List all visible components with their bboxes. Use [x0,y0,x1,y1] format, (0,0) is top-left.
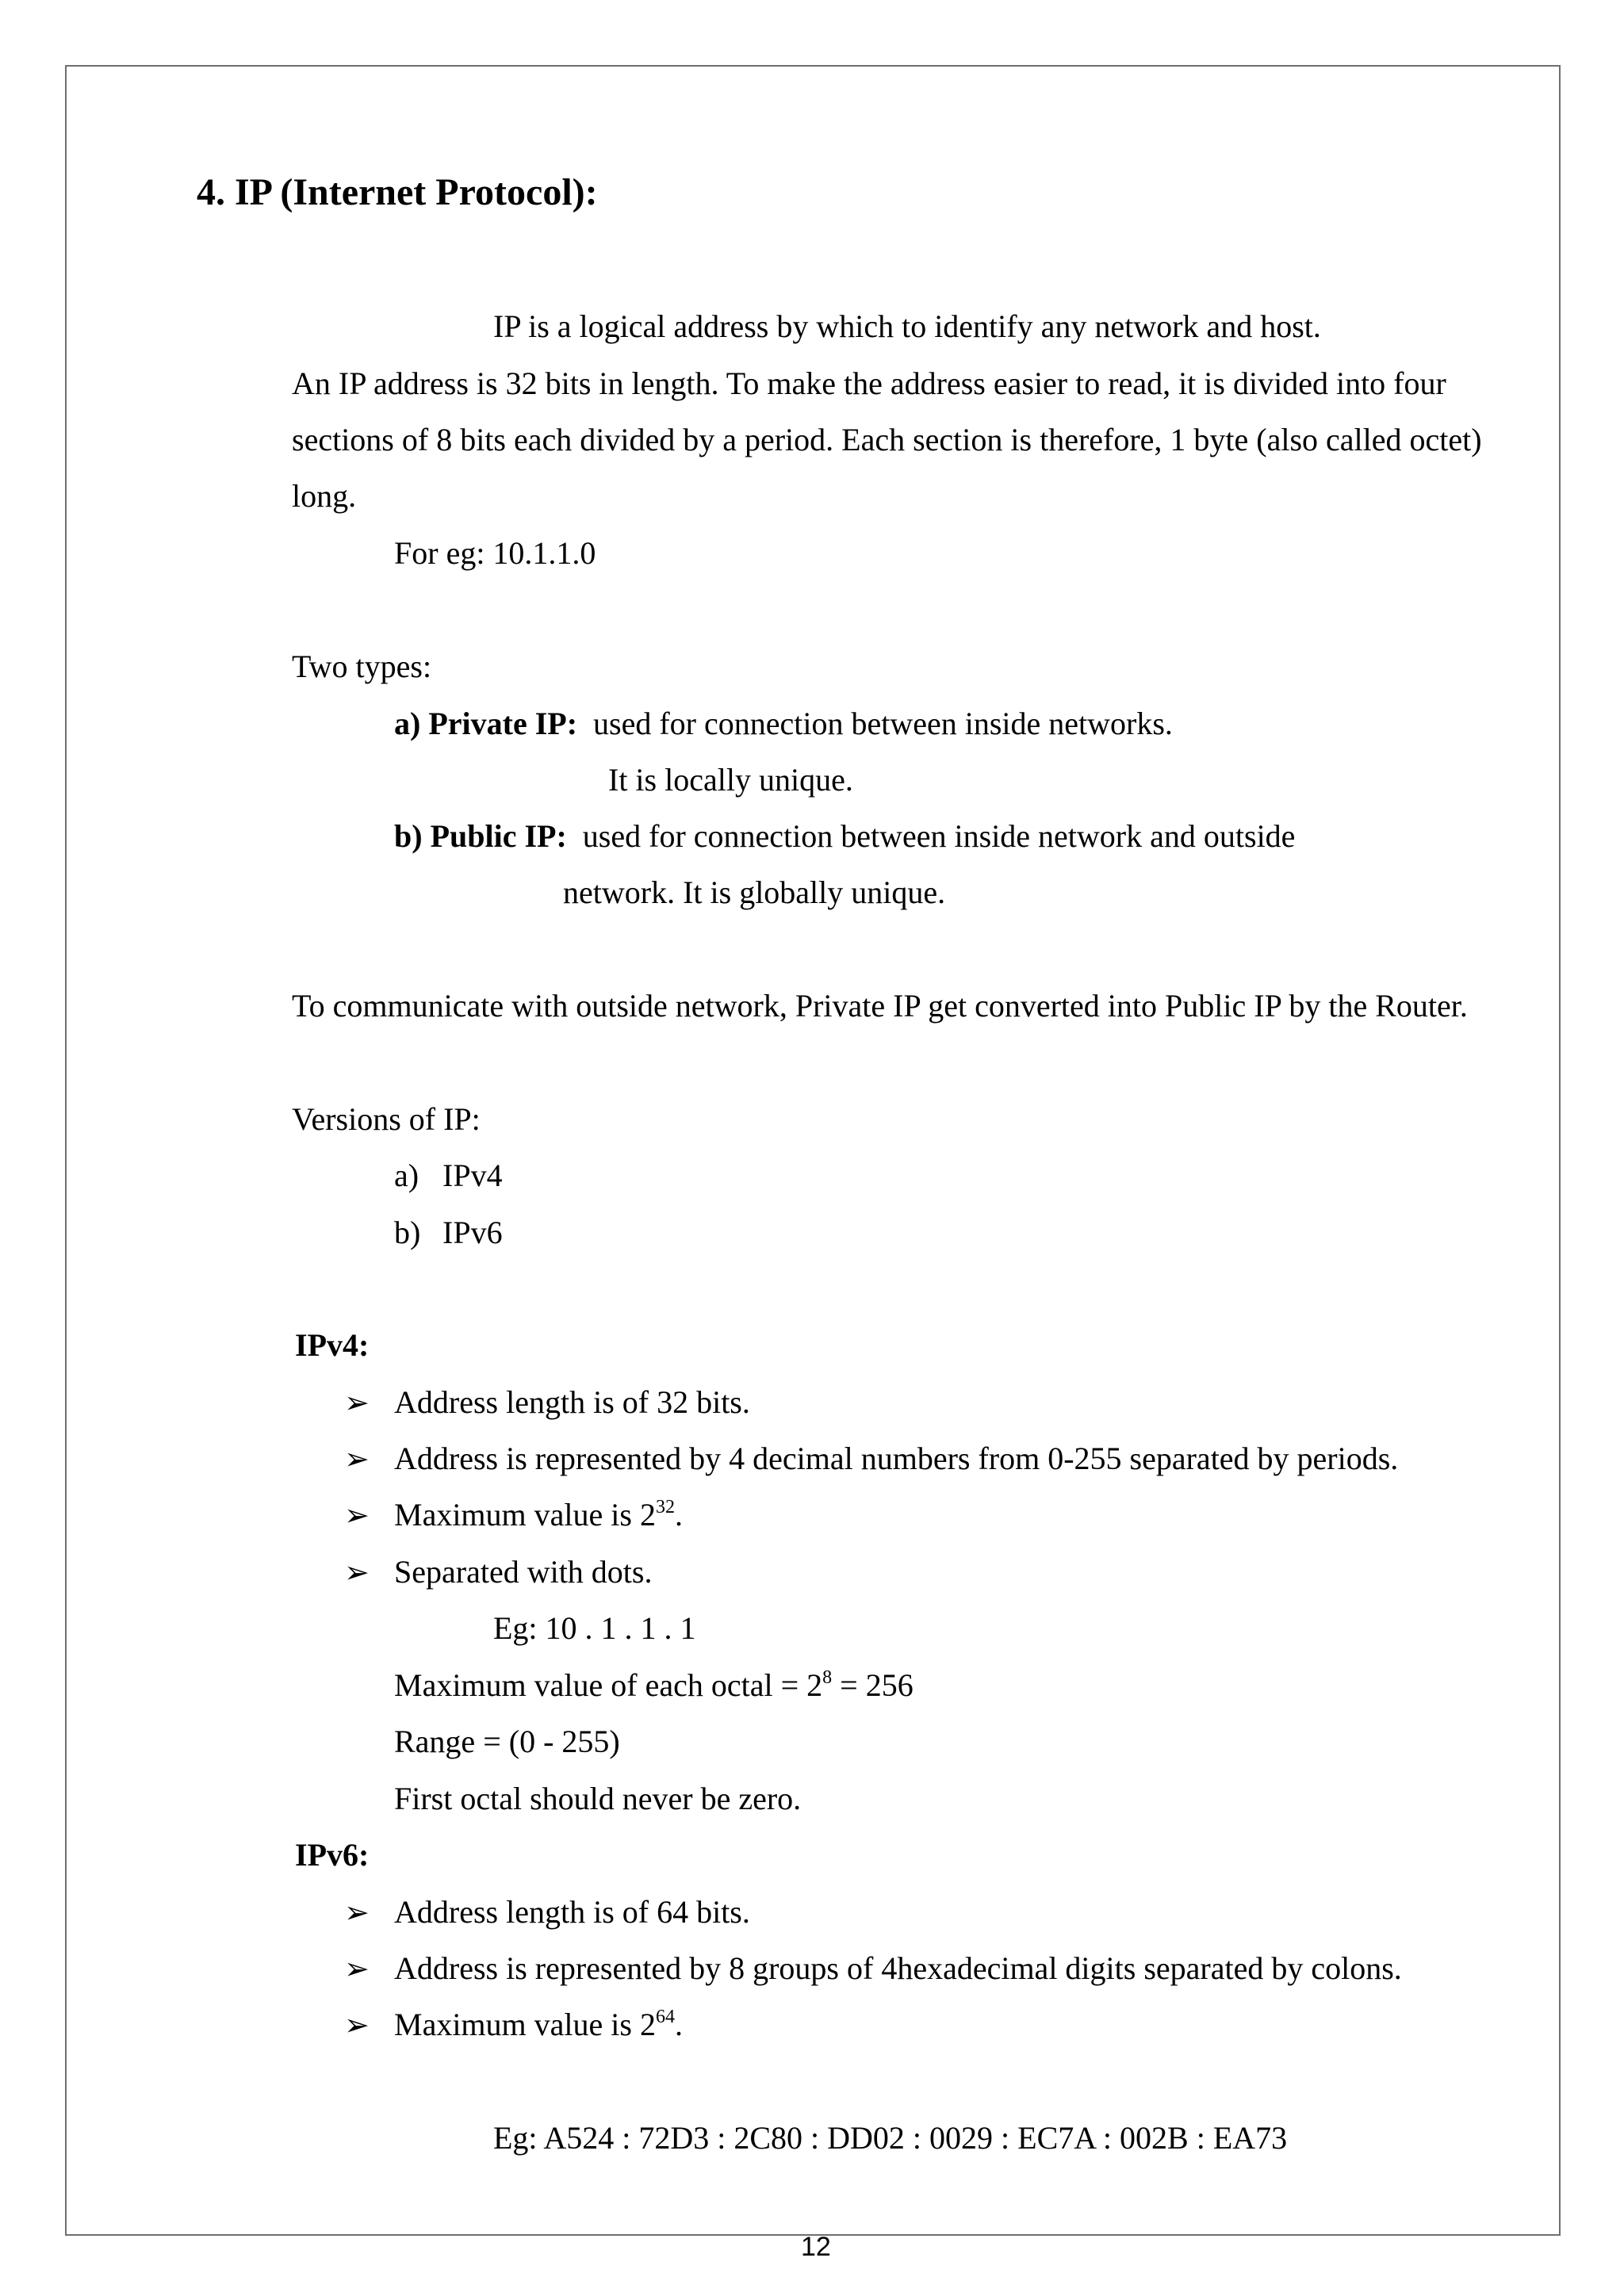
bullet-arrow-icon: ➢ [344,1951,370,1986]
ipv6-bullet-1: Address length is of 64 bits. [394,1894,750,1930]
page-number: 12 [801,2232,831,2262]
bullet-arrow-icon: ➢ [344,1895,370,1930]
version-item-ipv4: IPv4 [442,1158,503,1193]
ipv4-max-value-period: . [674,1497,683,1533]
intro-example: For eg: 10.1.1.0 [394,535,596,571]
private-ip-label: a) Private IP: [394,706,578,741]
ipv6-max-value-period: . [674,2007,683,2042]
bullet-arrow-icon: ➢ [344,1385,370,1420]
ipv4-max-octal-result: = 256 [832,1667,914,1703]
ipv4-max-octal [394,1667,914,1705]
version-item-ipv6: IPv6 [442,1215,503,1250]
private-ip-text-2: It is locally unique. [608,762,853,798]
intro-line-2: An IP address is 32 bits in length. To make the address easier to read, it is divided into four [292,365,1446,401]
ipv4-bullet-2: Address is represented by 4 decimal numbers from 0-255 separated by periods. [394,1441,1399,1476]
private-ip-line [394,705,1173,743]
ipv6-max-value-exponent: 64 [655,2007,675,2027]
private-ip-text: used for connection between inside networks. [593,706,1173,741]
public-ip-label: b) Public IP: [394,818,567,854]
page-title: 4. IP (Internet Protocol): [197,171,598,213]
version-item-marker-b: b) [394,1215,421,1250]
types-heading: Two types: [292,649,432,684]
bullet-arrow-icon: ➢ [344,1441,370,1476]
public-ip-text-2: network. It is globally unique. [563,874,946,910]
ipv4-range: Range = (0 - 255) [394,1724,620,1759]
ipv4-max-octal-exponent: 8 [822,1667,833,1688]
intro-line-3: sections of 8 bits each divided by a period. Each section is therefore, 1 byte (also called octet) [292,422,1482,457]
bullet-arrow-icon: ➢ [344,1498,370,1533]
intro-line-4: long. [292,478,357,514]
ipv4-max-value-exponent: 32 [655,1497,675,1517]
router-note: To communicate with outside network, Private IP get converted into Public IP by the Router. [292,988,1468,1024]
public-ip-line [394,817,1295,855]
intro-line-1: IP is a logical address by which to identify any network and host. [493,308,1321,344]
ipv4-max-value-text: Maximum value is 2 [394,1497,656,1533]
ipv4-bullet-3 [394,1496,683,1534]
ipv4-heading: IPv4: [295,1327,370,1363]
versions-heading: Versions of IP: [292,1101,481,1137]
ipv6-heading: IPv6: [295,1837,370,1873]
ipv4-example: Eg: 10 . 1 . 1 . 1 [493,1610,696,1646]
bullet-arrow-icon: ➢ [344,2007,370,2042]
bullet-arrow-icon: ➢ [344,1555,370,1590]
ipv6-bullet-2: Address is represented by 8 groups of 4hexadecimal digits separated by colons. [394,1950,1402,1986]
ipv4-max-octal-text: Maximum value of each octal = 2 [394,1667,823,1703]
ipv4-bullet-4: Separated with dots. [394,1554,653,1590]
public-ip-text: used for connection between inside network and outside [582,818,1296,854]
ipv6-bullet-3 [394,2006,683,2044]
ipv4-first-octal: First octal should never be zero. [394,1781,802,1816]
ipv4-bullet-1: Address length is of 32 bits. [394,1384,750,1420]
ipv6-example: Eg: A524 : 72D3 : 2C80 : DD02 : 0029 : EC7A : 002B : EA73 [493,2120,1288,2156]
version-item-marker-a: a) [394,1158,419,1193]
ipv6-max-value-text: Maximum value is 2 [394,2007,656,2042]
